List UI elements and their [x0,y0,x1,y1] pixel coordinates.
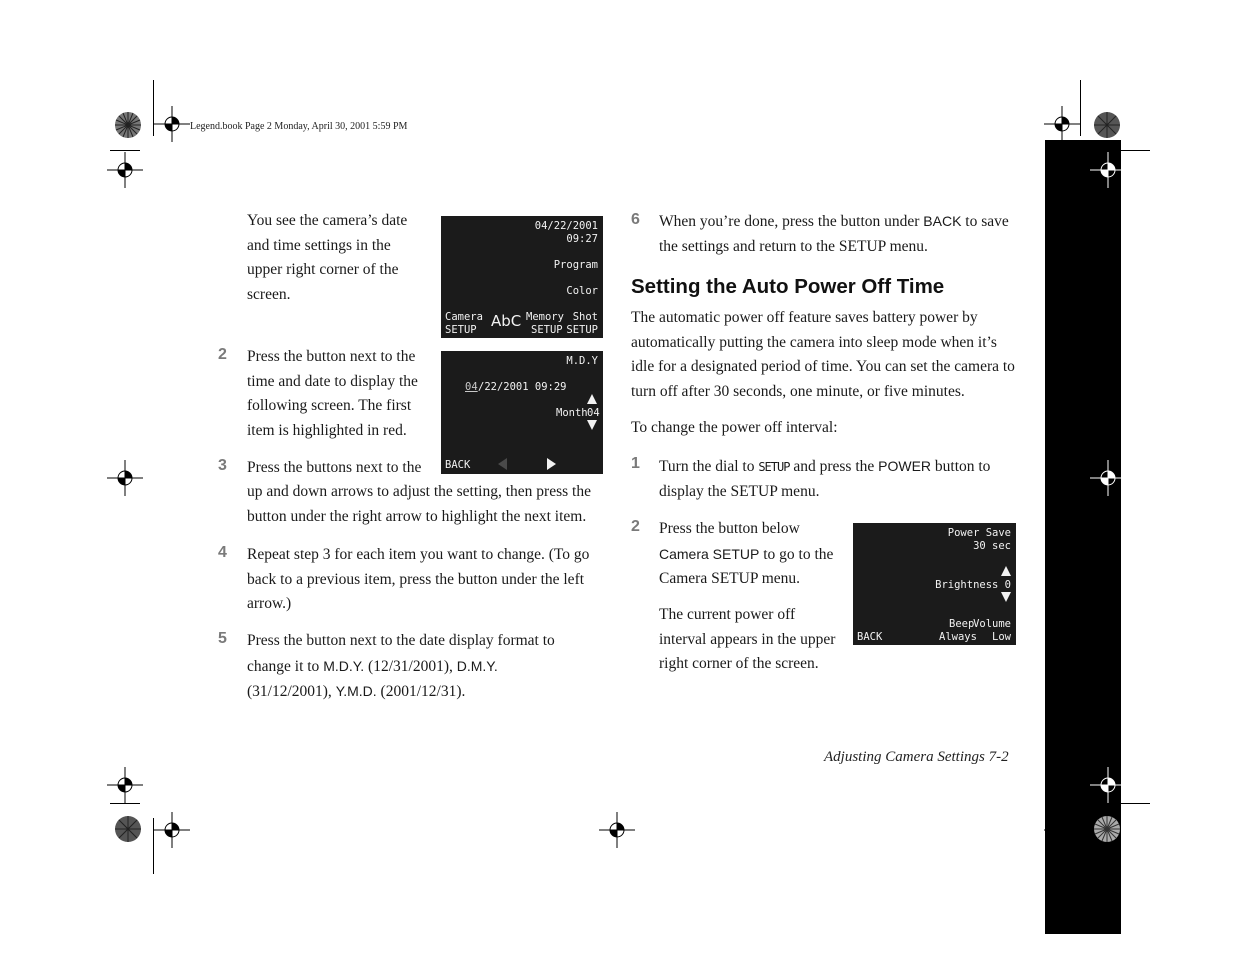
step-text-first-line: Press the buttons next to the [247,459,422,476]
format-ymd: Y.M.D. [335,683,377,699]
down-arrow-icon [1001,592,1011,602]
crop-line [110,150,140,151]
format-dmy-example: (31/12/2001), [247,683,336,700]
lcd-brightness: Brightness 0 [935,579,1011,591]
lcd-volume-value: Low [992,631,1011,643]
lcd-month-value: 04 [587,407,600,419]
registration-mark-icon [107,460,143,496]
lcd-screen-main [441,216,603,338]
section-heading: Setting the Auto Power Off Time [631,275,945,298]
registration-mark-icon [1044,812,1080,848]
crop-line [110,803,140,804]
step-number: 5 [218,630,227,647]
lcd-mode: Program [553,259,598,271]
crop-line [1094,150,1150,151]
format-mdy: M.D.Y. [323,657,365,674]
step2-post: to go to the Camera SETUP menu. [659,545,834,587]
lcd-beep-label: Beep [949,618,975,630]
section-paragraph: The automatic power off feature saves battery power by automatically putting the camera into sleep mode when it’s idle for a designated period of time. You can set the camera to turn off after 30 seconds, one minute, or five minutes. [631,309,1015,400]
step-number: 4 [218,544,227,561]
down-arrow-icon [587,420,597,430]
left-arrow-icon [498,458,507,470]
step-text [659,517,839,592]
lcd-camera-label: Camera [445,311,483,323]
step-number: 2 [218,346,227,363]
step-note: The current power off interval appears in the upper right corner of the screen. [659,606,836,672]
step-text [659,209,1019,259]
step-text [247,629,557,705]
step2-pre: Press the button below [659,520,800,537]
instruction-lead: To change the power off interval: [631,419,838,436]
lcd-highlighted-month: 04 [465,381,478,393]
step1-pre: Turn the dial to [659,458,759,475]
lcd-beep-value: Always [939,631,977,643]
lcd-text-icon: AbC [491,312,522,330]
lcd-shot-setup-label: SETUP [566,324,598,336]
registration-mark-icon [1044,106,1080,142]
registration-mark-icon [107,767,143,803]
lcd-memory-label: Memory [526,311,564,323]
camera-setup-key-label: Camera SETUP [659,545,760,562]
intro-paragraph: You see the camera’s date and time settings in the upper right corner of the screen. [247,212,408,303]
registration-mark-icon [154,106,190,142]
crop-line [1094,803,1150,804]
power-key-label: POWER [878,458,932,474]
step1-mid: and press the [789,458,879,475]
lcd-format: M.D.Y [566,355,598,367]
step-number: 1 [631,455,640,472]
lcd-screen-date-format [441,351,603,474]
lcd-datetime: /22/2001 09:29 [478,381,567,393]
lcd-power-save-label: Power Save [947,527,1011,539]
up-arrow-icon [1001,566,1011,576]
lcd-date: 04/22/2001 [534,220,598,232]
step5-pre: Press the button next to the date display format to change it to [247,632,555,675]
lcd-color: Color [566,285,598,297]
registration-mark-icon [599,812,635,848]
right-arrow-icon [547,458,556,470]
step-text: Repeat step 3 for each item you want to change. (To go back to a previous item, press the button under the left arrow.) [247,546,590,612]
lcd-time: 09:27 [566,233,598,245]
crop-line [1080,80,1081,136]
lcd-screen-camera-setup [853,523,1016,645]
lcd-shot-label: Shot [572,311,598,323]
step-text: up and down arrows to adjust the setting, then press the button under the right arrow to highlight the next item. [247,483,591,525]
step6-pre: When you’re done, press the button under [659,213,924,230]
lcd-power-save-value: 30 sec [973,540,1011,552]
step-number: 6 [631,211,640,228]
step-text: Press the button next to the time and date to display the following screen. The first item is highlighted in red. [247,348,418,439]
step-number: 2 [631,518,640,535]
back-key-label: BACK [923,213,962,229]
step-text [659,454,1019,504]
registration-mark-icon [1090,152,1126,188]
step6-post: to save the settings and return to the SETUP menu. [659,213,1009,255]
star-target-icon [1093,815,1121,843]
print-header: Legend.book Page 2 Monday, April 30, 2001 5:59 PM [190,121,408,132]
step1-post: button to display the SETUP menu. [659,458,991,500]
page-footer: Adjusting Camera Settings 7-2 [824,749,1009,765]
format-mdy-example: (12/31/2001), [364,657,457,675]
star-target-icon [1093,111,1121,139]
format-dmy: D.M.Y. [456,657,498,674]
registration-mark-icon [107,152,143,188]
lcd-camera-setup-label: SETUP [445,324,477,336]
crop-line [1080,818,1081,874]
lcd-volume-label: Volume [973,618,1011,630]
registration-mark-icon [1090,460,1126,496]
format-ymd-example: (2001/12/31). [376,683,466,700]
star-target-icon [114,111,142,139]
lcd-month-label: Month [556,407,588,419]
lcd-back-label: BACK [857,631,883,643]
registration-mark-icon [1090,767,1126,803]
lcd-memory-setup-label: SETUP [531,324,563,336]
up-arrow-icon [587,394,597,404]
registration-mark-icon [154,812,190,848]
lcd-back-label: BACK [445,459,471,471]
step-number: 3 [218,457,227,474]
setup-dial-label: SETUP [758,460,790,474]
star-target-icon [114,815,142,843]
